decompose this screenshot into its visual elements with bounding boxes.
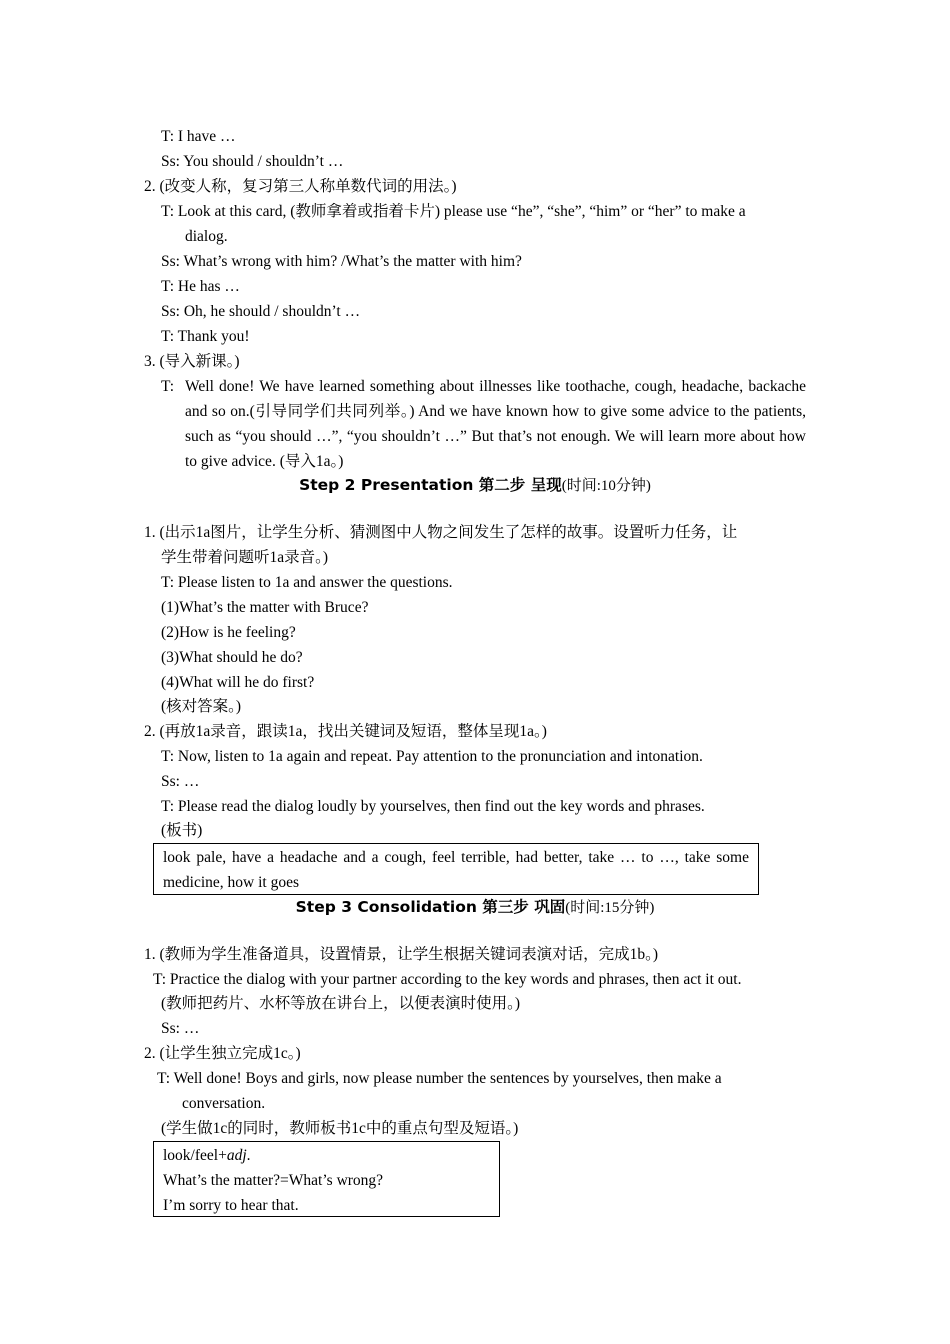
teacher-line-cont: dialog. xyxy=(185,228,228,245)
box-line-3: I’m sorry to hear that. xyxy=(163,1197,299,1214)
step2-time: (时间:10分钟) xyxy=(561,478,651,494)
board-note: (板书) xyxy=(161,822,203,839)
step3-time: (时间:15分钟) xyxy=(565,900,655,916)
box-line-1 xyxy=(163,1143,490,1168)
blackboard-box: look pale, have a headache and a cough, feel terrible, had better, take … to …, take some medicine, how it goes xyxy=(153,843,759,895)
teacher-line: T: Practice the dialog with your partner according to the key words and phrases, then act it out. xyxy=(153,971,742,988)
students-line: Ss: … xyxy=(161,1020,200,1037)
list-item-2: 2. (再放1a录音，跟读1a，找出关键词及短语，整体呈现1a。) xyxy=(144,723,547,740)
teacher-line: T: Well done! Boys and girls, now please number the sentences by yourselves, then make a xyxy=(157,1070,722,1087)
question-3: (3)What should he do? xyxy=(161,649,303,666)
teacher-line: T: He has … xyxy=(161,278,240,295)
question-4: (4)What will he do first? xyxy=(161,674,315,691)
list-item-1: 1. (出示1a图片，让学生分析、猜测图中人物之间发生了怎样的故事。设置听力任务，让 xyxy=(144,524,738,541)
list-item-1: 1. (教师为学生准备道具，设置情景，让学生根据关键词表演对话，完成1b。) xyxy=(144,946,659,963)
teacher-line: T: I have … xyxy=(161,128,236,145)
question-2: (2)How is he feeling? xyxy=(161,624,296,641)
blackboard-box xyxy=(153,1141,500,1217)
list-item-3: 3. (导入新课。) xyxy=(144,353,240,370)
step2-title: Step 2 Presentation 第二步 呈现 xyxy=(299,476,562,494)
box-italic: adj xyxy=(226,1147,247,1164)
students-line: Ss: You should / shouldn’t … xyxy=(161,153,344,170)
step3-title: Step 3 Consolidation 第三步 巩固 xyxy=(295,898,566,916)
list-item-2: 2. (让学生独立完成1c。) xyxy=(144,1045,301,1062)
note: (教师把药片、水杯等放在讲台上，以便表演时使用。) xyxy=(161,995,521,1012)
teacher-line: T: Look at this card, (教师拿着或指着卡片) please use “he”, “she”, “him” or “her” to make a xyxy=(161,203,746,220)
note: (学生做1c的同时，教师板书1c中的重点句型及短语。) xyxy=(161,1120,519,1137)
note: (核对答案。) xyxy=(161,698,242,715)
step2-heading xyxy=(0,473,950,499)
teacher-paragraph: Well done! We have learned something about illnesses like toothache, cough, headache, backache and so on.(引导同学们共同列举。) And we have known how to give some advice to the patients, such as “you should …”, “you shouldn’t …” But that’s not enough. We will learn more about how to give advice. (导入1a。) xyxy=(185,378,806,470)
students-line: Ss: … xyxy=(161,773,200,790)
list-item-1-cont: 学生带着问题听1a录音。) xyxy=(161,549,329,566)
box-line-2: What’s the matter?=What’s wrong? xyxy=(163,1172,384,1189)
box-text: . xyxy=(246,1147,251,1164)
box-text: look/feel+ xyxy=(163,1147,227,1164)
list-item-2: 2. (改变人称，复习第三人称单数代词的用法。) xyxy=(144,178,457,195)
teacher-line: T: Thank you! xyxy=(161,328,250,345)
teacher-line: T: Now, listen to 1a again and repeat. Pay attention to the pronunciation and intonation. xyxy=(161,748,703,765)
speaker-label: T: xyxy=(161,378,175,395)
step3-heading xyxy=(0,895,950,921)
teacher-line-cont: conversation. xyxy=(182,1095,266,1112)
teacher-line: T: Please read the dialog loudly by yourselves, then find out the key words and phrases. xyxy=(161,798,705,815)
question-1: (1)What’s the matter with Bruce? xyxy=(161,599,369,616)
students-line: Ss: What’s wrong with him? /What’s the matter with him? xyxy=(161,253,522,270)
students-line: Ss: Oh, he should / shouldn’t … xyxy=(161,303,361,320)
teacher-line: T: Please listen to 1a and answer the questions. xyxy=(161,574,453,591)
